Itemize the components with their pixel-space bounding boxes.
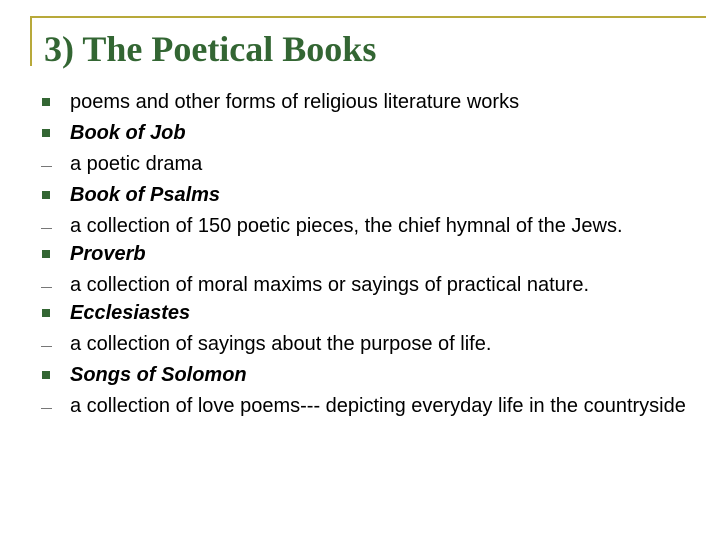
- square-bullet-icon: [42, 371, 50, 379]
- list-item: [40, 303, 700, 324]
- list-item-text: Proverb: [70, 243, 146, 265]
- square-bullet-icon: [42, 250, 50, 258]
- square-bullet-icon: [42, 129, 50, 137]
- list-item-text: a poetic drama: [70, 153, 203, 175]
- bullet-list: [40, 92, 700, 427]
- list-item: [40, 154, 700, 175]
- list-item: [40, 334, 700, 355]
- dash-bullet-icon: [41, 166, 52, 167]
- list-item-text: Songs of Solomon: [70, 364, 247, 386]
- list-item: [40, 123, 700, 144]
- dash-bullet-icon: [41, 346, 52, 347]
- list-item: [40, 396, 700, 417]
- list-item-text: a collection of love poems--- depicting everyday life in the countryside: [70, 395, 686, 417]
- square-bullet-icon: [42, 309, 50, 317]
- list-item: [40, 275, 700, 296]
- slide-title: 3) The Poetical Books: [44, 29, 377, 69]
- list-item-text: a collection of 150 poetic pieces, the chief hymnal of the Jews.: [70, 215, 623, 237]
- list-item-text: a collection of sayings about the purpose of life.: [70, 333, 492, 355]
- dash-bullet-icon: [41, 408, 52, 409]
- list-item: [40, 92, 700, 113]
- dash-bullet-icon: [41, 228, 52, 229]
- list-item-text: Book of Psalms: [70, 184, 221, 206]
- square-bullet-icon: [42, 191, 50, 199]
- list-item: [40, 244, 700, 265]
- list-item-text: Book of Job: [70, 122, 186, 144]
- dash-bullet-icon: [41, 287, 52, 288]
- list-item-text: poems and other forms of religious literature works: [70, 91, 520, 113]
- frame-top-rule: [30, 16, 706, 18]
- list-item: [40, 185, 700, 206]
- list-item-text: Ecclesiastes: [70, 302, 191, 324]
- square-bullet-icon: [42, 98, 50, 106]
- list-item: [40, 216, 700, 237]
- list-item: [40, 365, 700, 386]
- frame-left-rule: [30, 16, 32, 66]
- list-item-text: a collection of moral maxims or sayings of practical nature.: [70, 274, 590, 296]
